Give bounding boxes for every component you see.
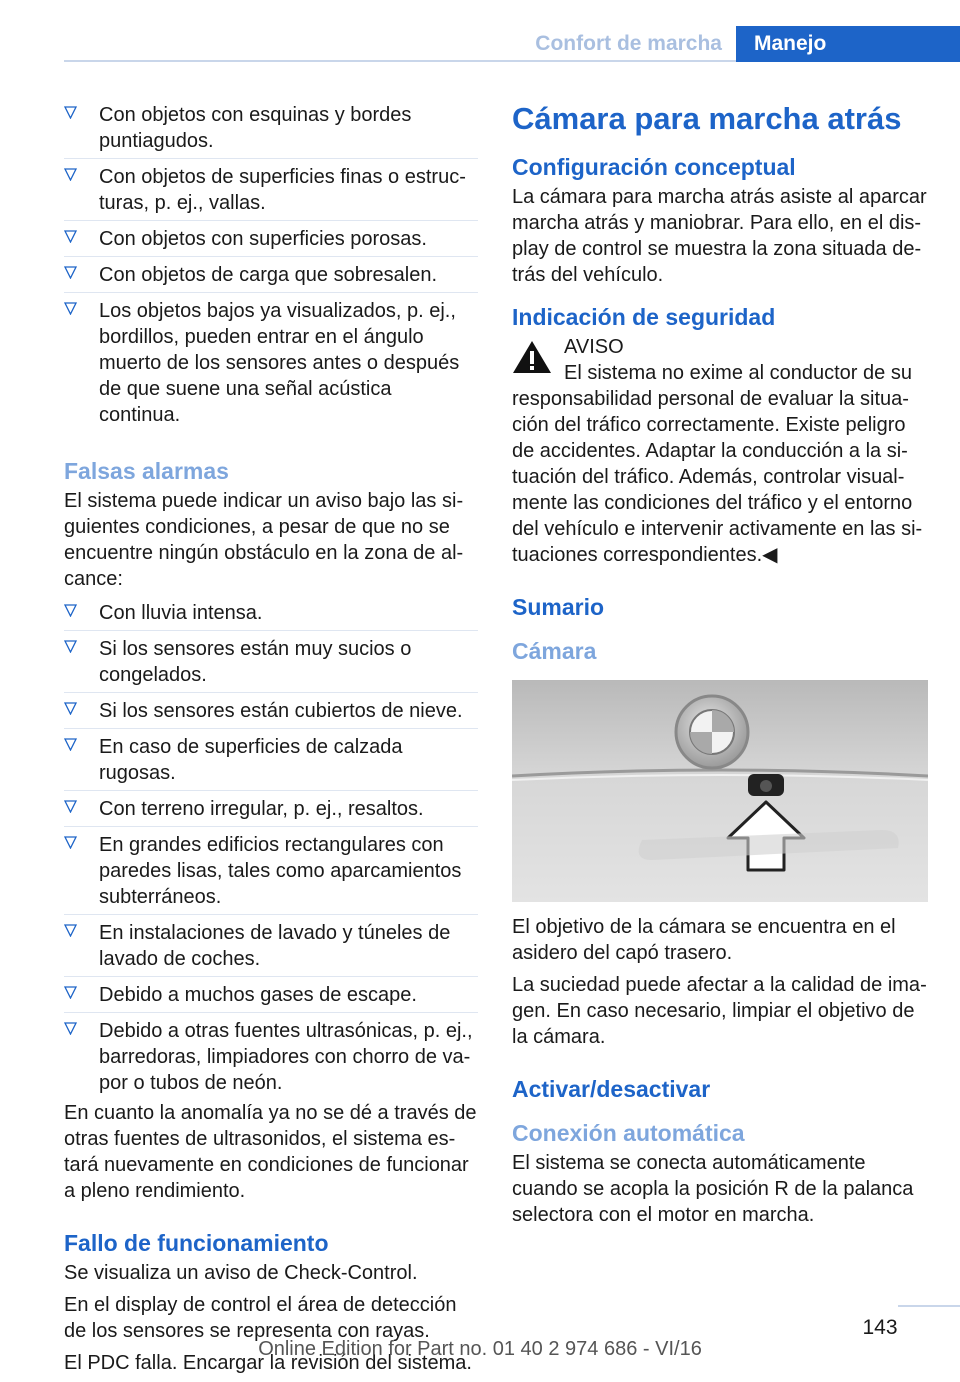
list-item-text: En grandes edificios rectangulares con paredes lisas, tales como aparcamientos subterráneos. (99, 834, 462, 908)
bullet-triangle-icon (64, 106, 77, 119)
list-item (64, 631, 478, 693)
list-item-text: Con lluvia intensa. (99, 602, 263, 624)
warning-triangle-icon (512, 340, 552, 374)
section-tab[interactable]: Confort de marcha (535, 32, 722, 55)
bullet-triangle-icon (64, 836, 77, 849)
list-item (64, 293, 478, 432)
activate-heading: Activar/desactivar (512, 1076, 711, 1102)
bullet-triangle-icon (64, 230, 77, 243)
bullet-triangle-icon (64, 302, 77, 315)
list-item-text: Con terreno irregular, p. ej., resaltos. (99, 798, 424, 820)
edition-footer: Online Edition for Part no. 01 40 2 974 686 - VI/16 (258, 1338, 702, 1360)
list-item-text: Con objetos con esquinas y bordes puntiagudos. (99, 104, 412, 152)
bullet-triangle-icon (64, 924, 77, 937)
chapter-tab-active[interactable]: Manejo (736, 26, 960, 62)
camera-heading: Cámara (512, 638, 597, 664)
list-item (64, 100, 478, 159)
malfunction-paragraph: En el display de control el área de detección de los sensores se representa con rayas. (64, 1294, 457, 1342)
list-item-text: Con objetos de carga que sobresalen. (99, 264, 438, 286)
page-title: Cámara para marcha atrás (512, 101, 902, 136)
bullet-triangle-icon (64, 738, 77, 751)
footer-rule (898, 1305, 960, 1307)
list-item-text: En instalaciones de lavado y túneles de lavado de coches. (99, 922, 451, 970)
list-item (64, 791, 478, 827)
summary-heading: Sumario (512, 594, 605, 620)
auto-connect-heading: Conexión automática (512, 1120, 745, 1146)
limitations-list (64, 100, 478, 432)
list-item (64, 598, 478, 631)
list-item (64, 221, 478, 257)
list-item-text: En caso de superficies de calzada rugosas. (99, 736, 403, 784)
warning-label: AVISO (564, 336, 624, 358)
bullet-triangle-icon (64, 800, 77, 813)
list-item-text: Con objetos de superficies finas o estructuras, p. ej., vallas. (99, 166, 466, 214)
bullet-triangle-icon (64, 986, 77, 999)
bullet-triangle-icon (64, 702, 77, 715)
list-item-text: Debido a otras fuentes ultrasónicas, p. ej., barredoras, limpiadores con chorro de vapor o tubos de neón. (99, 1020, 473, 1094)
bullet-triangle-icon (64, 640, 77, 653)
list-item-text: Los objetos bajos ya visualizados, p. ej., bordillos, pueden entrar en el ángulo muerto de los sensores antes o después de que suene una señal acústica continua. (99, 300, 460, 426)
safety-heading: Indicación de seguridad (512, 304, 776, 330)
false-alarms-intro: El sistema puede indicar un aviso bajo las siguientes condiciones, a pesar de que no se encuentre ningún obstáculo en la zona de alcance: (64, 490, 464, 590)
left-column (64, 100, 478, 1382)
false-alarms-list (64, 598, 478, 1100)
warning-text-first: El sistema no exime al conductor de su (564, 362, 912, 384)
bullet-triangle-icon (64, 168, 77, 181)
false-alarms-outro: En cuanto la anomalía ya no se dé a través de otras fuentes de ultrasonidos, el sistema estará nuevamente en condiciones de funcionar a pleno rendimiento. (64, 1102, 477, 1202)
list-item-text: Debido a muchos gases de escape. (99, 984, 417, 1006)
camera-paragraph: La suciedad puede afectar a la calidad de imagen. En caso necesario, limpiar el objetivo de la cámara. (512, 974, 927, 1048)
warning-block (512, 334, 928, 568)
list-item (64, 257, 478, 293)
list-item (64, 159, 478, 221)
concept-text: La cámara para marcha atrás asiste al aparcar marcha atrás y maniobrar. Para ello, en el display de control se muestra la zona situada detrás del vehículo. (512, 186, 927, 286)
list-item-text: Con objetos con superficies porosas. (99, 228, 427, 250)
warning-text: responsabilidad personal de evaluar la situación del tráfico correctamente. Existe peligro de accidentes. Adaptar la conducción a la situación del tráfico. Además, controlar visualmente las condiciones del tráfico y el entorno del vehículo e intervenir activamente en las situaciones correspondientes.◀ (512, 388, 923, 566)
bullet-triangle-icon (64, 604, 77, 617)
bullet-triangle-icon (64, 1022, 77, 1035)
camera-paragraph: El objetivo de la cámara se encuentra en el asidero del capó trasero. (512, 916, 896, 964)
page-number: 143 (862, 1316, 898, 1339)
right-column (512, 100, 928, 1234)
rear-camera-photo (512, 680, 928, 902)
malfunction-heading: Fallo de funcionamiento (64, 1230, 329, 1256)
list-item-text: Si los sensores están muy sucios o congelados. (99, 638, 412, 686)
list-item-text: Si los sensores están cubiertos de nieve. (99, 700, 463, 722)
malfunction-paragraph: Se visualiza un aviso de Check-Control. (64, 1262, 418, 1284)
list-item (64, 977, 478, 1013)
list-item (64, 729, 478, 791)
malfunction-paragraph: El PDC falla. Encargar la revisión del sistema. (64, 1352, 472, 1374)
bullet-triangle-icon (64, 266, 77, 279)
list-item (64, 827, 478, 915)
list-item (64, 693, 478, 729)
list-item (64, 1013, 478, 1100)
auto-connect-text: El sistema se conecta automáticamente cuando se acopla la posición R de la palanca selectora con el motor en marcha. (512, 1152, 914, 1226)
list-item (64, 915, 478, 977)
false-alarms-heading: Falsas alarmas (64, 458, 229, 484)
concept-heading: Configuración conceptual (512, 154, 796, 180)
